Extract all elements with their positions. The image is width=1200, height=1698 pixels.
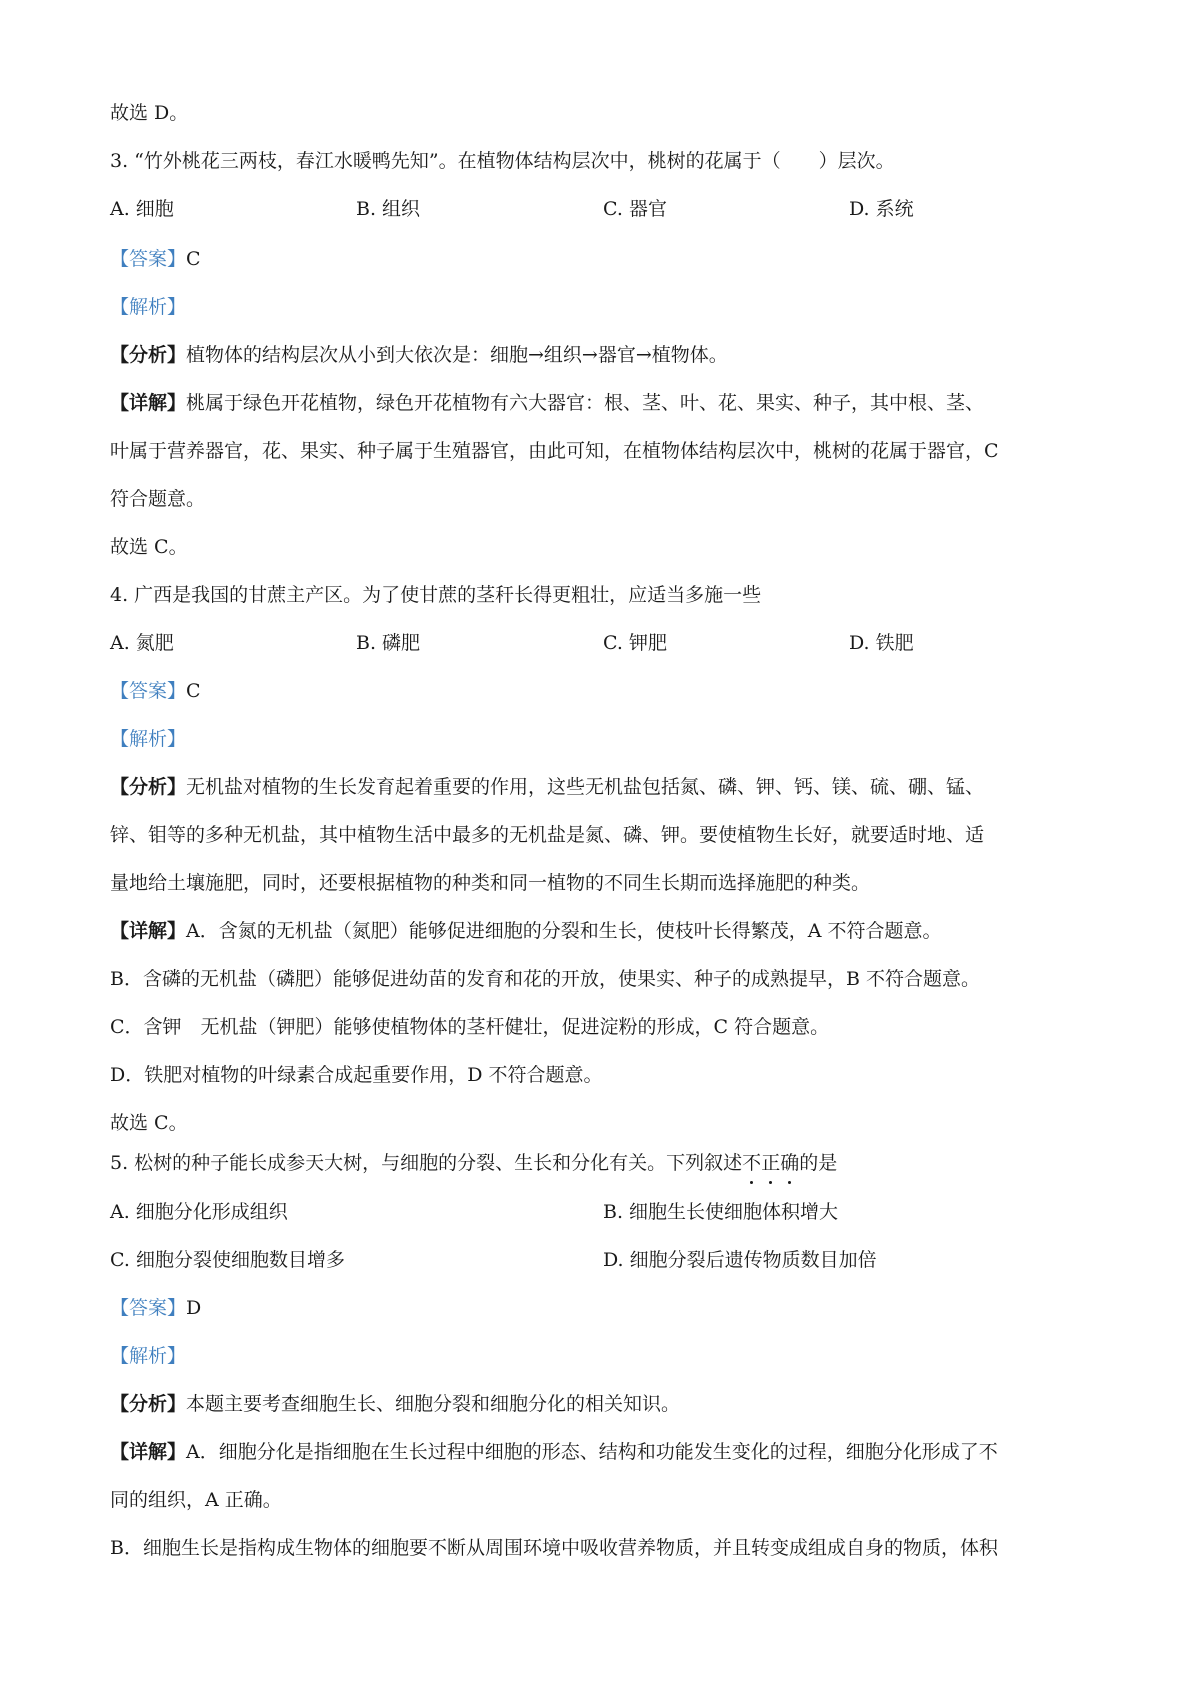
stem-text: 5. 松树的种子能长成参天大树，与细胞的分裂、生长和分化有关。下列叙述 bbox=[110, 1152, 743, 1174]
fenxi-tag: 【分析】 bbox=[110, 776, 187, 798]
q4-answer-line bbox=[110, 678, 201, 704]
q4-option-c: C. 钾肥 bbox=[603, 632, 667, 654]
q5-option-b: B. 细胞生长使细胞体积增大 bbox=[603, 1201, 839, 1223]
q5-xiangjie-line-1 bbox=[110, 1439, 998, 1465]
xiangjie-tag: 【详解】 bbox=[110, 1441, 187, 1463]
xiangjie-text: A．含氮的无机盐（氮肥）能够促进细胞的分裂和生长，使枝叶长得繁茂，A 不符合题意。 bbox=[186, 920, 942, 942]
q4-option-d-explain: D．铁肥对植物的叶绿素合成起重要作用，D 不符合题意。 bbox=[110, 1064, 603, 1086]
q4-xiangjie-line-1 bbox=[110, 918, 942, 944]
question-3-stem: 3. “竹外桃花三两枝，春江水暖鸭先知”。在植物体结构层次中，桃树的花属于（ ）层次。 bbox=[110, 150, 895, 172]
q3-xiangjie-line-2: 叶属于营养器官，花、果实、种子属于生殖器官，由此可知，在植物体结构层次中，桃树的花属于器官，C bbox=[110, 440, 999, 462]
q3-fenxi-line bbox=[110, 342, 728, 368]
q5-option-c: C. 细胞分裂使细胞数目增多 bbox=[110, 1249, 345, 1271]
q4-fenxi-line-3: 量地给土壤施肥，同时，还要根据植物的种类和同一植物的不同生长期而选择施肥的种类。 bbox=[110, 872, 871, 894]
answer-tag: 【答案】 bbox=[110, 248, 187, 270]
q5-option-a: A. 细胞分化形成组织 bbox=[110, 1201, 288, 1223]
answer-value: C bbox=[186, 248, 201, 270]
xiangjie-tag: 【详解】 bbox=[110, 392, 187, 414]
answer-tag: 【答案】 bbox=[110, 680, 187, 702]
question-4-stem: 4. 广西是我国的甘蔗主产区。为了使甘蔗的茎秆长得更粗壮，应适当多施一些 bbox=[110, 584, 762, 606]
q5-xiangjie-line-2: 同的组织，A 正确。 bbox=[110, 1489, 282, 1511]
q4-fenxi-line-2: 锌、钼等的多种无机盐，其中植物生活中最多的无机盐是氮、磷、钾。要使植物生长好，就要适时地、适 bbox=[110, 824, 985, 846]
q4-conclusion: 故选 C。 bbox=[110, 1112, 188, 1134]
xiangjie-text: 桃属于绿色开花植物，绿色开花植物有六大器官：根、茎、叶、花、果实、种子，其中根、茎、 bbox=[186, 392, 985, 414]
q4-fenxi-line-1 bbox=[110, 774, 984, 800]
answer-tag: 【答案】 bbox=[110, 1297, 187, 1319]
q3-option-c: C. 器官 bbox=[603, 198, 667, 220]
q4-option-b-explain: B．含磷的无机盐（磷肥）能够促进幼苗的发育和花的开放，使果实、种子的成熟提早，B 不符合题意。 bbox=[110, 968, 980, 990]
q3-analysis-tag: 【解析】 bbox=[110, 296, 187, 318]
conclusion-line: 故选 D。 bbox=[110, 102, 189, 124]
q4-option-c-explain: C．含钾 无机盐（钾肥）能够使植物体的茎杆健壮，促进淀粉的形成，C 符合题意。 bbox=[110, 1016, 830, 1038]
xiangjie-text: A．细胞分化是指细胞在生长过程中细胞的形态、结构和功能发生变化的过程，细胞分化形成了不 bbox=[186, 1441, 998, 1463]
xiangjie-tag: 【详解】 bbox=[110, 920, 187, 942]
q3-option-b: B. 组织 bbox=[356, 198, 421, 220]
fenxi-tag: 【分析】 bbox=[110, 1393, 187, 1415]
emphasis-char: 确 bbox=[780, 1152, 800, 1174]
emphasis-char: 正 bbox=[761, 1152, 781, 1174]
answer-value: D bbox=[186, 1297, 202, 1319]
emphasis-char: 不 bbox=[742, 1152, 762, 1174]
q5-answer-line bbox=[110, 1295, 201, 1321]
q5-option-d: D. 细胞分裂后遗传物质数目加倍 bbox=[603, 1249, 877, 1271]
stem-text: 的是 bbox=[799, 1152, 838, 1174]
question-5-stem bbox=[110, 1150, 837, 1176]
q4-option-a: A. 氮肥 bbox=[110, 632, 174, 654]
q5-fenxi-line bbox=[110, 1391, 680, 1417]
fenxi-text: 无机盐对植物的生长发育起着重要的作用，这些无机盐包括氮、磷、钾、钙、镁、硫、硼、锰、 bbox=[186, 776, 985, 798]
fenxi-tag: 【分析】 bbox=[110, 344, 187, 366]
q4-analysis-tag: 【解析】 bbox=[110, 728, 187, 750]
q3-xiangjie-line-1 bbox=[110, 390, 984, 416]
q3-option-a: A. 细胞 bbox=[110, 198, 174, 220]
q3-answer-line bbox=[110, 246, 201, 272]
q5-option-b-explain: B．细胞生长是指构成生物体的细胞要不断从周围环境中吸收营养物质，并且转变成组成自身的物质，体积 bbox=[110, 1537, 998, 1559]
q5-analysis-tag: 【解析】 bbox=[110, 1345, 187, 1367]
q3-option-d: D. 系统 bbox=[849, 198, 914, 220]
q4-option-d: D. 铁肥 bbox=[849, 632, 914, 654]
answer-value: C bbox=[186, 680, 201, 702]
q3-xiangjie-line-3: 符合题意。 bbox=[110, 488, 206, 510]
q3-conclusion: 故选 C。 bbox=[110, 536, 188, 558]
fenxi-text: 植物体的结构层次从小到大依次是：细胞→组织→器官→植物体。 bbox=[186, 344, 728, 366]
q4-option-b: B. 磷肥 bbox=[356, 632, 421, 654]
fenxi-text: 本题主要考查细胞生长、细胞分裂和细胞分化的相关知识。 bbox=[186, 1393, 681, 1415]
